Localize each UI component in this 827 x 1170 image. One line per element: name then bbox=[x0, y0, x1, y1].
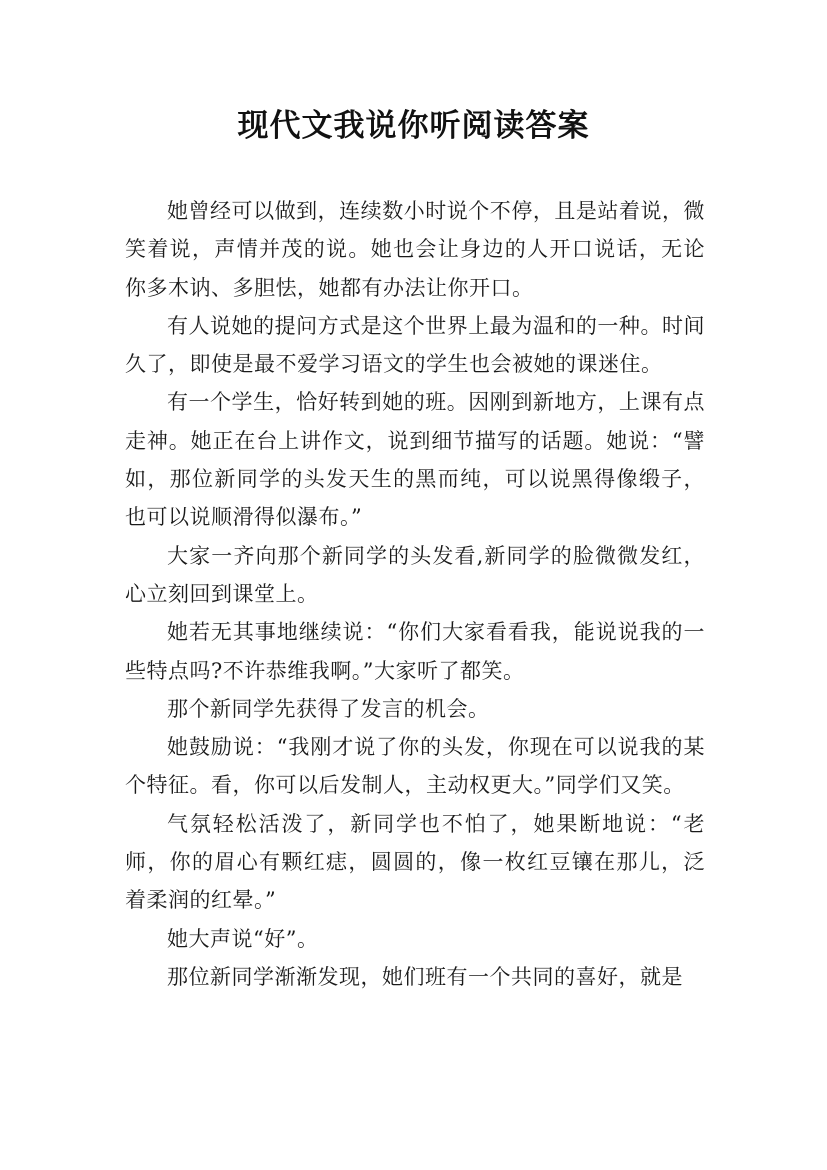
paragraph: 气氛轻松活泼了，新同学也不怕了，她果断地说：“老师，你的眉心有颗红痣，圆圆的，像一枚红豆镶在那儿，泛着柔润的红晕。” bbox=[125, 811, 705, 913]
paragraph: 她曾经可以做到，连续数小时说个不停，且是站着说，微笑着说，声情并茂的说。她也会让身边的人开口说话，无论你多木讷、多胆怯，她都有办法让你开口。 bbox=[125, 199, 705, 300]
paragraph: 大家一齐向那个新同学的头发看,新同学的脸微微发红，心立刻回到课堂上。 bbox=[125, 543, 705, 606]
paragraph: 有一个学生，恰好转到她的班。因刚到新地方，上课有点走神。她正在台上讲作文，说到细节描写的话题。她说：“譬如，那位新同学的头发天生的黑而纯，可以说黑得像缎子，也可以说顺滑得似瀑布。” bbox=[125, 390, 705, 530]
document-title: 现代文我说你听阅读答案 bbox=[237, 108, 590, 144]
paragraph: 那位新同学渐渐发现，她们班有一个共同的喜好，就是 bbox=[167, 964, 683, 989]
document-body bbox=[125, 192, 705, 996]
paragraph: 她鼓励说：“我刚才说了你的头发，你现在可以说我的某个特征。看，你可以后发制人，主动权更大。”同学们又笑。 bbox=[125, 735, 705, 798]
paragraph: 她大声说“好”。 bbox=[167, 926, 319, 951]
paragraph: 她若无其事地继续说：“你们大家看看我，能说说我的一些特点吗?不许恭维我啊。”大家听了都笑。 bbox=[125, 620, 705, 683]
paragraph: 那个新同学先获得了发言的机会。 bbox=[167, 696, 490, 721]
paragraph: 有人说她的提问方式是这个世界上最为温和的一种。时间久了，即使是最不爱学习语文的学生也会被她的课迷住。 bbox=[125, 313, 705, 377]
